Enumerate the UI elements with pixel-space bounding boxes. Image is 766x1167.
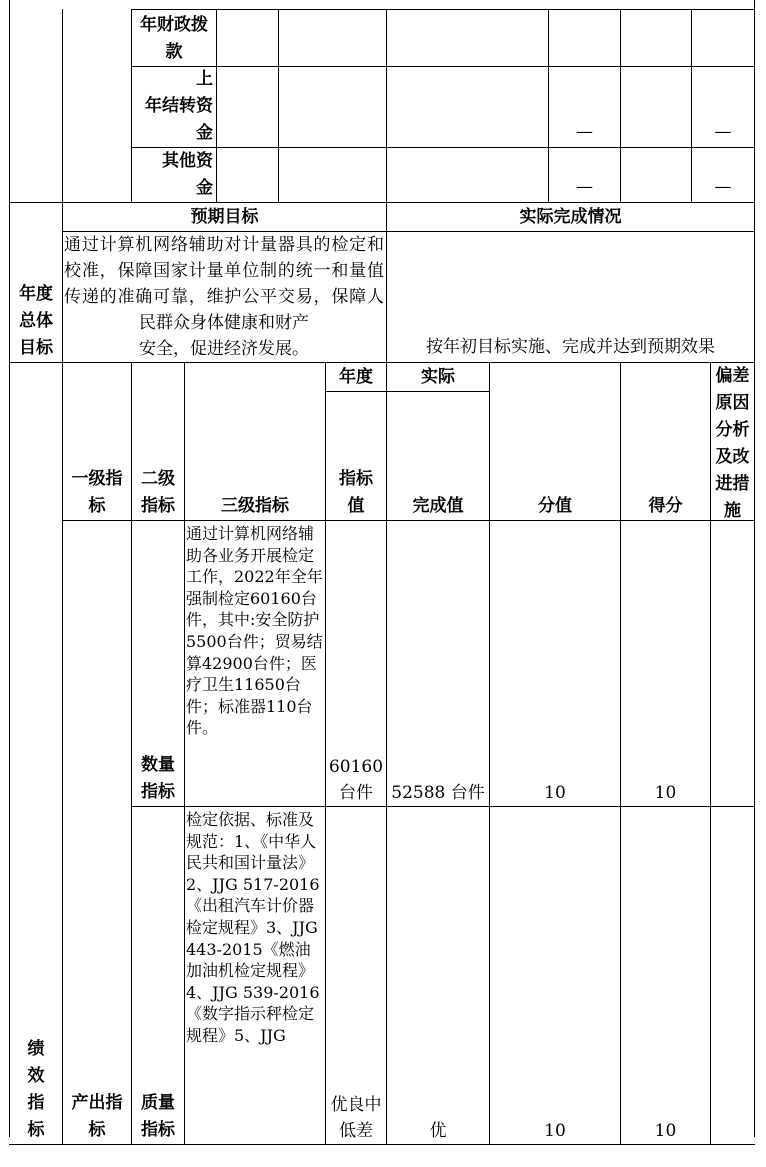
header-score-value-text: 分值 — [538, 496, 572, 516]
row-quality-deviation — [711, 807, 754, 1144]
header-actual-text: 实际 — [421, 366, 455, 387]
annual-goal-label — [10, 203, 62, 362]
header-level3-text: 三级指标 — [221, 496, 289, 516]
funding-other-dash-1 — [549, 148, 620, 200]
funding-other-dash-2 — [692, 148, 754, 200]
funding-label-other-text: 其他资 金 — [162, 151, 213, 198]
header-score-text: 得分 — [648, 496, 683, 516]
actual-completion-header-text: 实际完成情况 — [519, 206, 622, 227]
row-quantity-target-text: 60160 台件 — [328, 757, 384, 803]
header-score-value — [490, 363, 620, 520]
expected-goal-header — [63, 203, 386, 231]
dash-text: — — [714, 122, 732, 142]
output-indicator-label — [63, 521, 131, 1144]
header-level3 — [185, 363, 325, 520]
row-quantity-level3-text: 通过计算机网络辅助各业务开展检定工作，2022年全年强制检定60160台件，其中:安全防护5500台件；贸易结算42900台件；医疗卫生11650台件；标准器110台件。 — [186, 524, 323, 738]
header-level2 — [132, 363, 184, 520]
row-quantity-score-value — [490, 521, 620, 806]
row-quality-level3 — [186, 809, 325, 1144]
dash-text: — — [576, 122, 593, 142]
row-quantity-level3 — [186, 523, 325, 806]
row-quality-level2 — [132, 807, 184, 1144]
header-annual-text: 年度 — [339, 366, 373, 387]
row-quantity-level2 — [132, 521, 184, 806]
row-quality-completed-text: 优 — [429, 1121, 447, 1141]
row-quantity-score-text: 10 — [654, 783, 677, 803]
annual-goal-label-text: 年度 总体 目标 — [19, 284, 53, 358]
funding-carryover-dash-2 — [692, 67, 754, 145]
expected-goal-text-body: 通过计算机网络辅助对计量器具的检定和校准，保障国家计量单位制的统一和量值传递的准确可靠，维护公平交易，保障人民群众身体健康和财产 安全，促进经济发展。 — [64, 235, 384, 359]
actual-completion-text — [387, 232, 754, 360]
funding-label-fiscal-text: 年财政拨 款 — [140, 15, 208, 62]
row-quality-level3-text: 检定依据、标准及规范：1、《中华人民共和国计量法》2、JJG 517-2016《出租汽车计价器检定规程》3、JJG 443-2015《燃油加油机检定规程》4、JJG 539-2016《数字指示秤检定规程》5、JJG — [186, 810, 320, 1045]
header-completed-value — [387, 392, 489, 520]
row-quality-score-value — [490, 807, 620, 1144]
expected-goal-text — [64, 232, 384, 362]
header-annual — [326, 363, 386, 391]
header-level1-text: 一级指 标 — [71, 469, 123, 516]
dash-text: — — [714, 177, 732, 197]
funding-label-fiscal — [132, 10, 216, 66]
row-quantity-completed-text: 52588 台件 — [391, 783, 485, 803]
funding-carryover-dash-1 — [549, 67, 620, 145]
funding-label-carryover-text: 上 年结转资 金 — [145, 69, 213, 143]
header-target-value-text: 指标 值 — [339, 469, 373, 516]
output-indicator-label-text: 产出指 标 — [71, 1093, 123, 1140]
header-completed-value-text: 完成值 — [412, 496, 464, 516]
row-quality-target — [326, 807, 386, 1144]
header-deviation — [711, 363, 754, 520]
performance-indicator-label-text: 绩 效 指 标 — [27, 1039, 45, 1140]
header-level1 — [63, 363, 131, 520]
row-quantity-completed — [387, 521, 489, 806]
funding-label-other — [132, 148, 213, 202]
row-quality-score-text: 10 — [654, 1121, 677, 1141]
header-deviation-text: 偏差 原因 分析 及改 进措 施 — [715, 366, 750, 520]
header-target-value — [326, 392, 386, 520]
header-score — [621, 363, 710, 520]
row-quantity-score — [621, 521, 710, 806]
actual-completion-text-body: 按年初目标实施、完成并达到预期效果 — [426, 337, 715, 357]
row-quantity-level2-text: 数量 指标 — [141, 755, 175, 802]
header-level2-text: 二级 指标 — [141, 469, 175, 516]
row-quality-target-text: 优良中 低差 — [330, 1095, 382, 1141]
actual-completion-header — [387, 203, 754, 231]
row-quality-level2-text: 质量 指标 — [141, 1093, 175, 1140]
row-quality-score-value-text: 10 — [544, 1121, 566, 1141]
row-quality-completed — [387, 807, 489, 1144]
expected-goal-header-text: 预期目标 — [190, 206, 259, 227]
row-quantity-deviation — [711, 521, 754, 806]
performance-indicator-label — [10, 363, 62, 1144]
funding-label-carryover — [132, 67, 213, 147]
row-quantity-score-value-text: 10 — [544, 783, 566, 803]
row-quantity-target — [326, 521, 386, 806]
dash-text: — — [576, 177, 593, 197]
row-quality-score — [621, 807, 710, 1144]
header-actual — [387, 363, 489, 391]
